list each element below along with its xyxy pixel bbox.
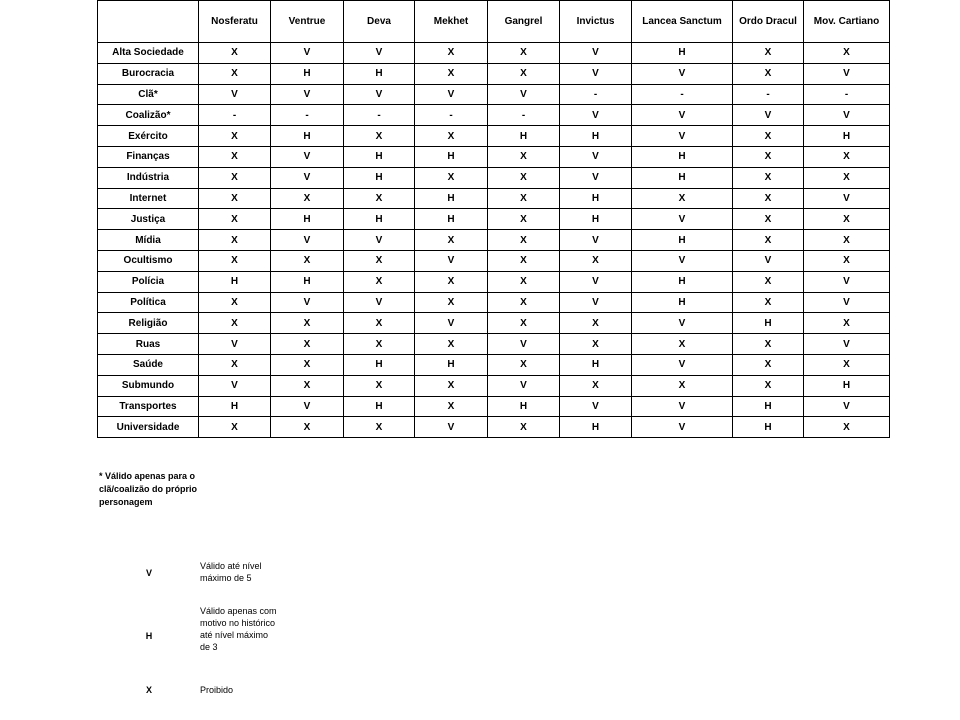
permission-cell: H — [271, 126, 344, 147]
permission-cell: X — [415, 230, 488, 251]
permission-cell: X — [804, 250, 890, 271]
permission-cell: V — [271, 43, 344, 64]
permission-cell: - — [344, 105, 415, 126]
row-header: Religião — [98, 313, 199, 334]
permission-cell: - — [632, 84, 733, 105]
permission-cell: X — [271, 334, 344, 355]
permission-cell: H — [199, 396, 271, 417]
table-row-exercito — [98, 126, 890, 147]
permission-cell: X — [488, 292, 560, 313]
permission-cell: X — [488, 188, 560, 209]
legend-desc-h: Válido apenas com motivo no histórico até nível máximo de 3 — [200, 606, 277, 652]
permission-cell: H — [344, 167, 415, 188]
permission-cell: H — [344, 209, 415, 230]
table-row-religiao — [98, 313, 890, 334]
row-header: Submundo — [98, 375, 199, 396]
permission-cell: X — [488, 271, 560, 292]
permission-cell: H — [344, 354, 415, 375]
table-row-financas — [98, 146, 890, 167]
permission-cell: X — [344, 417, 415, 438]
permission-cell: V — [632, 354, 733, 375]
permission-cell: X — [804, 354, 890, 375]
permission-cell: H — [415, 188, 488, 209]
permission-cell: H — [632, 292, 733, 313]
column-header-ordo-dracul: Ordo Dracul — [733, 1, 804, 43]
permission-cell: H — [271, 209, 344, 230]
permission-cell: H — [488, 126, 560, 147]
permission-cell: X — [344, 126, 415, 147]
table-row-alta-sociedade — [98, 43, 890, 64]
permission-cell: - — [199, 105, 271, 126]
permission-cell: X — [632, 375, 733, 396]
permission-cell: X — [488, 63, 560, 84]
permission-cell: X — [271, 354, 344, 375]
table-row-submundo — [98, 375, 890, 396]
permission-cell: X — [415, 375, 488, 396]
permission-cell: X — [415, 43, 488, 64]
row-header: Indústria — [98, 167, 199, 188]
permission-cell: X — [344, 188, 415, 209]
footnote: * Válido apenas para o clã/coalizão do próprio personagem — [99, 471, 198, 507]
permission-cell: V — [804, 188, 890, 209]
permission-cell: X — [488, 354, 560, 375]
permission-cell: V — [271, 167, 344, 188]
permission-cell: V — [560, 271, 632, 292]
permission-cell: V — [415, 313, 488, 334]
permission-cell: X — [199, 313, 271, 334]
permission-cell: H — [632, 230, 733, 251]
permission-cell: V — [199, 84, 271, 105]
permission-cell: X — [271, 188, 344, 209]
permission-cell: H — [271, 63, 344, 84]
permission-cell: X — [271, 375, 344, 396]
permission-cell: X — [632, 334, 733, 355]
permission-cell: H — [560, 209, 632, 230]
permission-cell: V — [271, 230, 344, 251]
permission-cell: H — [271, 271, 344, 292]
permission-cell: X — [415, 167, 488, 188]
permission-cell: V — [804, 105, 890, 126]
table-row-burocracia — [98, 63, 890, 84]
legend-desc-v: Válido até nível máximo de 5 — [200, 561, 262, 583]
permission-cell: V — [560, 396, 632, 417]
permission-cell: X — [415, 396, 488, 417]
permission-cell: X — [199, 188, 271, 209]
row-header: Política — [98, 292, 199, 313]
permission-cell: H — [804, 126, 890, 147]
permission-cell: X — [415, 271, 488, 292]
permission-cell: V — [560, 63, 632, 84]
permission-cell: V — [804, 63, 890, 84]
permission-cell: H — [488, 396, 560, 417]
permission-cell: X — [804, 313, 890, 334]
permission-cell: X — [415, 292, 488, 313]
permission-cell: H — [415, 354, 488, 375]
permission-cell: V — [632, 313, 733, 334]
permission-cell: X — [271, 417, 344, 438]
row-header: Alta Sociedade — [98, 43, 199, 64]
row-header: Saúde — [98, 354, 199, 375]
column-header-mekhet: Mekhet — [415, 1, 488, 43]
permission-cell: H — [560, 354, 632, 375]
row-header: Justiça — [98, 209, 199, 230]
permission-cell: X — [199, 146, 271, 167]
permission-cell: V — [804, 396, 890, 417]
permission-cell: X — [199, 354, 271, 375]
permission-cell: - — [804, 84, 890, 105]
row-header: Transportes — [98, 396, 199, 417]
permission-cell: X — [271, 313, 344, 334]
permission-cell: V — [632, 250, 733, 271]
permission-cell: X — [804, 230, 890, 251]
permission-cell: - — [733, 84, 804, 105]
column-header-deva: Deva — [344, 1, 415, 43]
permission-cell: X — [733, 63, 804, 84]
permission-cell: X — [199, 63, 271, 84]
permission-cell: X — [415, 334, 488, 355]
permission-cell: X — [560, 313, 632, 334]
permission-cell: V — [632, 417, 733, 438]
permission-cell: X — [733, 354, 804, 375]
permission-cell: X — [488, 43, 560, 64]
permission-cell: X — [804, 417, 890, 438]
permission-cell: H — [632, 43, 733, 64]
column-header-gangrel: Gangrel — [488, 1, 560, 43]
permission-cell: X — [804, 209, 890, 230]
permission-cell: V — [560, 167, 632, 188]
permission-cell: V — [271, 84, 344, 105]
permission-cell: X — [199, 250, 271, 271]
permission-cell: X — [733, 126, 804, 147]
permission-cell: X — [199, 126, 271, 147]
table-row-ruas — [98, 334, 890, 355]
row-header: Ruas — [98, 334, 199, 355]
column-header-ventrue: Ventrue — [271, 1, 344, 43]
permission-cell: V — [560, 146, 632, 167]
permission-cell: X — [488, 417, 560, 438]
permission-cell: X — [733, 188, 804, 209]
permission-cell: H — [199, 271, 271, 292]
permission-cell: X — [488, 167, 560, 188]
permission-cell: X — [733, 43, 804, 64]
permission-cell: H — [733, 417, 804, 438]
row-header: Ocultismo — [98, 250, 199, 271]
permission-cell: X — [733, 167, 804, 188]
permission-cell: X — [488, 209, 560, 230]
legend-symbol-v: V — [145, 568, 152, 578]
legend-symbol-x: X — [145, 685, 152, 695]
table-row-policia — [98, 271, 890, 292]
permission-cell: X — [733, 230, 804, 251]
permission-cell: - — [488, 105, 560, 126]
permission-cell: V — [632, 209, 733, 230]
permission-cell: X — [804, 146, 890, 167]
permission-cell: V — [560, 43, 632, 64]
permission-cell: V — [271, 396, 344, 417]
permission-cell: H — [804, 375, 890, 396]
row-header: Burocracia — [98, 63, 199, 84]
row-header: Finanças — [98, 146, 199, 167]
column-header-mov-cartiano: Mov. Cartiano — [804, 1, 890, 43]
permission-cell: H — [632, 146, 733, 167]
permission-cell: X — [804, 167, 890, 188]
permission-cell: - — [271, 105, 344, 126]
table-row-internet — [98, 188, 890, 209]
corner-cell — [98, 1, 199, 43]
row-header: Internet — [98, 188, 199, 209]
column-header-nosferatu: Nosferatu — [199, 1, 271, 43]
permission-cell: X — [733, 271, 804, 292]
permission-cell: V — [415, 417, 488, 438]
permission-cell: V — [804, 292, 890, 313]
permission-cell: H — [415, 209, 488, 230]
row-header: Mídia — [98, 230, 199, 251]
permission-cell: V — [344, 292, 415, 313]
permission-cell: V — [632, 105, 733, 126]
table-row-ocultismo — [98, 250, 890, 271]
permission-cell: X — [344, 250, 415, 271]
permission-cell: V — [733, 105, 804, 126]
permission-cell: V — [344, 84, 415, 105]
permission-cell: V — [415, 84, 488, 105]
permission-cell: X — [199, 43, 271, 64]
legend-desc-x: Proibido — [200, 685, 234, 695]
permission-cell: V — [344, 230, 415, 251]
legend-symbol-h: H — [145, 631, 153, 641]
permission-cell: H — [632, 167, 733, 188]
permission-cell: V — [560, 292, 632, 313]
table-row-transportes — [98, 396, 890, 417]
permission-cell: H — [560, 417, 632, 438]
column-header-invictus: Invictus — [560, 1, 632, 43]
permission-cell: X — [415, 63, 488, 84]
permissions-table — [97, 0, 890, 438]
permission-cell: X — [488, 230, 560, 251]
permission-cell: X — [488, 313, 560, 334]
permission-cell: H — [344, 146, 415, 167]
permission-cell: X — [271, 250, 344, 271]
permission-cell: - — [415, 105, 488, 126]
table-row-cla — [98, 84, 890, 105]
permission-cell: X — [560, 375, 632, 396]
permission-cell: X — [488, 250, 560, 271]
permission-cell: V — [488, 334, 560, 355]
permission-cell: H — [632, 271, 733, 292]
table-row-justica — [98, 209, 890, 230]
permission-cell: - — [560, 84, 632, 105]
permission-cell: V — [415, 250, 488, 271]
column-header-lancea-sanctum: Lancea Sanctum — [632, 1, 733, 43]
table-row-midia — [98, 230, 890, 251]
permission-cell: H — [560, 126, 632, 147]
permission-cell: H — [344, 396, 415, 417]
table-row-universidade — [98, 417, 890, 438]
permission-cell: V — [271, 292, 344, 313]
permission-cell: X — [415, 126, 488, 147]
permission-cell: X — [560, 334, 632, 355]
header-row — [98, 1, 890, 43]
permission-cell: X — [488, 146, 560, 167]
permission-cell: X — [733, 375, 804, 396]
permission-cell: V — [560, 230, 632, 251]
permission-cell: X — [733, 334, 804, 355]
permission-cell: X — [199, 292, 271, 313]
permission-cell: X — [733, 292, 804, 313]
permission-cell: H — [560, 188, 632, 209]
permission-cell: V — [804, 334, 890, 355]
row-header: Universidade — [98, 417, 199, 438]
table-row-industria — [98, 167, 890, 188]
permission-cell: X — [344, 313, 415, 334]
table-row-saude — [98, 354, 890, 375]
permission-cell: V — [804, 271, 890, 292]
permission-cell: V — [199, 375, 271, 396]
permission-cell: X — [560, 250, 632, 271]
permission-cell: V — [271, 146, 344, 167]
permission-cell: V — [199, 334, 271, 355]
permission-cell: X — [733, 146, 804, 167]
permission-cell: V — [632, 63, 733, 84]
permission-cell: X — [344, 375, 415, 396]
permission-cell: X — [199, 417, 271, 438]
table-row-politica — [98, 292, 890, 313]
permission-cell: H — [733, 313, 804, 334]
permission-cell: X — [733, 209, 804, 230]
permission-cell: V — [733, 250, 804, 271]
permission-cell: H — [344, 63, 415, 84]
permission-cell: X — [804, 43, 890, 64]
row-header: Exército — [98, 126, 199, 147]
permission-cell: V — [344, 43, 415, 64]
permission-cell: V — [488, 84, 560, 105]
permission-cell: X — [344, 271, 415, 292]
permission-cell: X — [632, 188, 733, 209]
permission-cell: V — [632, 396, 733, 417]
table-row-coalizao — [98, 105, 890, 126]
permission-cell: H — [415, 146, 488, 167]
permission-cell: X — [199, 209, 271, 230]
row-header: Polícia — [98, 271, 199, 292]
permission-cell: X — [199, 230, 271, 251]
permission-cell: V — [560, 105, 632, 126]
permission-cell: X — [199, 167, 271, 188]
row-header: Coalizão* — [98, 105, 199, 126]
permission-cell: X — [344, 334, 415, 355]
permission-cell: H — [733, 396, 804, 417]
permission-cell: V — [488, 375, 560, 396]
permission-cell: V — [632, 126, 733, 147]
row-header: Clã* — [98, 84, 199, 105]
